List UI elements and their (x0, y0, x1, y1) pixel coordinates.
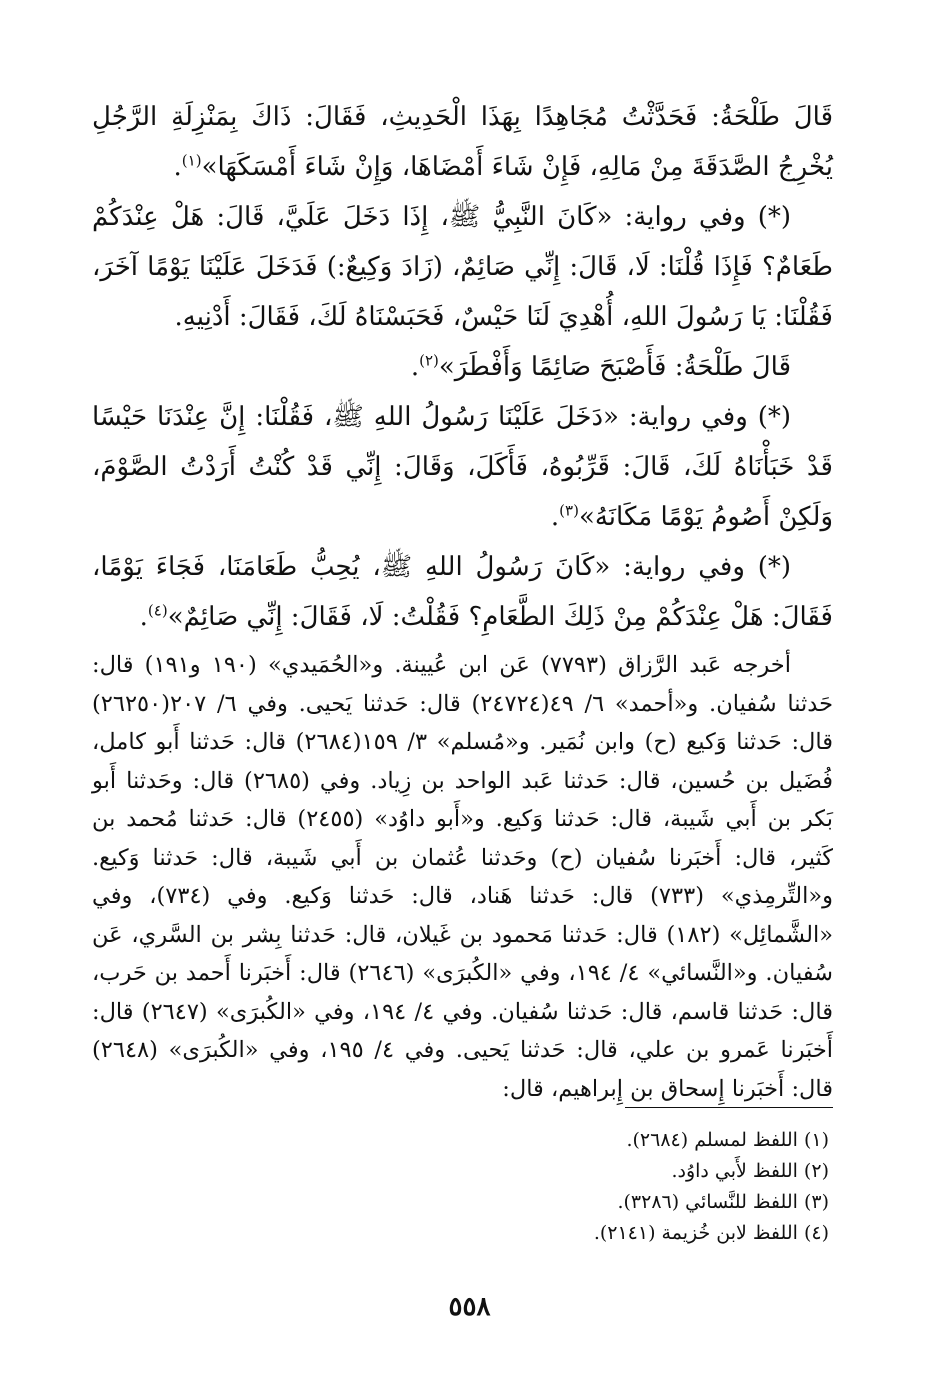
hadith-narration: (*) وفي رواية: «كَانَ رَسُولُ اللهِ ﷺ، يُحِبُّ طَعَامَنَا، فَجَاءَ يَوْمًا، فَقَالَ: هَلْ عِنْدَكُمْ مِنْ ذَلِكَ الطَّعَامِ؟ فَقُلْتُ: لَا، فَقَالَ: إِنِّي صَائِمٌ» (92, 552, 833, 632)
footnote-1: (١) اللفظ لمسلم (٢٦٨٤). (626, 1129, 829, 1151)
hadith-paragraph-1: قَالَ طَلْحَةُ: فَحَدَّثْتُ مُجَاهِدًا بِهَذَا الْحَدِيثِ، فَقَالَ: ذَاكَ بِمَنْزِلَةِ الرَّجُلِ يُخْرِجُ الصَّدَقَةَ مِنْ مَالِهِ، فَإِنْ شَاءَ أَمْضَاهَا، وَإِنْ شَاءَ أَمْسَكَهَا»$^{(١)}$. (92, 102, 833, 182)
hadith-text (92, 92, 833, 642)
takhrij-paragraph: أخرجه عَبد الرَّزاق (٧٧٩٣) عَن ابن عُيينة. و«الحُمَيدي» (١٩٠ و١٩١) قال: حَدثنا سُفيان. و«أحمد» ٦/ ٤٩(٢٤٧٢٤) قال: حَدثنا يَحيى. وفي ٦/ ٢٠٧(٢٦٢٥٠) قال: حَدثنا وَكيع (ح) وابن نُمَير. و«مُسلم» ٣/ ١٥٩(٢٦٨٤) قال: حَدثنا أَبو كامل، فُضَيل بن حُسين، قال: حَدثنا عَبد الواحد بن زِياد. وفي (٢٦٨٥) قال: وحَدثنا أَبو بَكر بن أَبي شَيبة، قال: حَدثنا وَكيع. و«أَبو داوُد» (٢٤٥٥) قال: حَدثنا مُحمد بن كَثير، قال: أَخبَرنا سُفيان (ح) وحَدثنا عُثمان بن أَبي شَيبة، قال: حَدثنا وَكيع. و«التِّرمِذي» (٧٣٣) قال: حَدثنا هَناد، قال: حَدثنا وَكيع. وفي (٧٣٤)، وفي «الشَّمائِل» (١٨٢) قال: حَدثنا مَحمود بن غَيلان، قال: حَدثنا بِشر بن السَّري، عَن سُفيان. و«النَّسائي» ٤/ ١٩٤، وفي «الكُبرَى» (٢٦٤٦) قال: أَخبَرنا أَحمد بن حَرب، قال: حَدثنا قاسم، قال: حَدثنا سُفيان. وفي ٤/ ١٩٤، وفي «الكُبرَى» (٢٦٤٧) قال: أَخبَرنا عَمرو بن علي، قال: حَدثنا يَحيى. وفي ٤/ ١٩٥، وفي «الكُبرَى» (٢٦٤٨) قال: أَخبَرنا إِسحاق بن إِبراهيم، قال: (92, 652, 834, 1102)
footnote-3: (٣) اللفظ للنَّسائي (٣٢٨٦). (617, 1191, 829, 1213)
hadith-line: الصَّدَقَةَ مِنْ مَالِهِ، فَإِنْ شَاءَ أَمْضَاهَا، وَإِنْ شَاءَ أَمْسَكَهَا» (201, 152, 770, 182)
page-number: ٥٥٨ (448, 1292, 491, 1322)
footnotes-list (92, 1125, 829, 1249)
hadith-line: قَالَ طَلْحَةُ: فَحَدَّثْتُ مُجَاهِدًا بِهَذَا الْحَدِيثِ، فَقَالَ: ذَاكَ بِمَنْزِلَةِ الرَّجُلِ يُخْرِجُ (92, 102, 833, 182)
hadith-paragraph-2-cont: قَالَ طَلْحَةُ: فَأَصْبَحَ صَائِمًا وَأَفْطَرَ»$^{(٢)}$. (410, 351, 791, 382)
footnote-4: (٤) اللفظ لابن خُزيمة (٢١٤١). (593, 1222, 829, 1244)
hadith-narration: قَالَ طَلْحَةُ: فَأَصْبَحَ صَائِمًا وَأَفْطَرَ» (438, 352, 791, 382)
hadith-paragraph-4: (*) وفي رواية: «كَانَ رَسُولُ اللهِ ﷺ، يُحِبُّ طَعَامَنَا، فَجَاءَ يَوْمًا، فَقَالَ: هَلْ عِنْدَكُمْ مِنْ ذَلِكَ الطَّعَامِ؟ فَقُلْتُ: لَا، فَقَالَ: إِنِّي صَائِمٌ»$^{(٤)}$. (92, 552, 833, 632)
footnote-separator (625, 1107, 833, 1108)
hadith-paragraph-2 (92, 192, 833, 342)
footnote-ref-3[interactable]: (٣) (559, 501, 579, 520)
hadith-paragraph-3: (*) وفي رواية: «دَخَلَ عَلَيْنَا رَسُولُ اللهِ ﷺ، فَقُلْنَا: إِنَّ عِنْدَنَا حَيْسًا قَدْ خَبَأْنَاهُ لَكَ، قَالَ: قَرِّبُوهُ، فَأَكَلَ، وَقَالَ: إِنِّي قَدْ كُنْتُ أَرَدْتُ الصَّوْمَ، وَلَكِنْ أَصُومُ يَوْمًا مَكَانَهُ»$^{(٣)}$. (92, 402, 833, 532)
footnote-ref-2[interactable]: (٢) (419, 351, 439, 370)
footnote-ref-4[interactable]: (٤) (147, 601, 168, 620)
footnote-2: (٢) اللفظ لأَبي داوُد. (671, 1160, 829, 1182)
footnote-ref-1[interactable]: (١) (181, 151, 202, 170)
hadith-narration: (*) وفي رواية: «دَخَلَ عَلَيْنَا رَسُولُ اللهِ ﷺ، فَقُلْنَا: إِنَّ عِنْدَنَا حَيْسًا قَدْ خَبَأْنَاهُ لَكَ، قَالَ: قَرِّبُوهُ، فَأَكَلَ، وَقَالَ: إِنِّي قَدْ كُنْتُ أَرَدْتُ الصَّوْمَ، وَلَكِنْ أَصُومُ يَوْمًا مَكَانَهُ» (92, 402, 833, 532)
hadith-narration: (*) وفي رواية: «كَانَ النَّبِيُّ ﷺ، إِذَا دَخَلَ عَلَيَّ، قَالَ: هَلْ عِنْدَكُمْ طَعَامٌ؟ فَإِذَا قُلْنَا: لَا، قَالَ: إِنِّي صَائِمٌ، (زَادَ وَكِيعٌ:) فَدَخَلَ عَلَيْنَا يَوْمًا آخَرَ، فَقُلْنَا: يَا رَسُولَ اللهِ، أُهْدِيَ لَنَا حَيْسٌ، فَحَبَسْنَاهُ لَكَ، فَقَالَ: أَدْنِيهِ. (92, 202, 833, 332)
